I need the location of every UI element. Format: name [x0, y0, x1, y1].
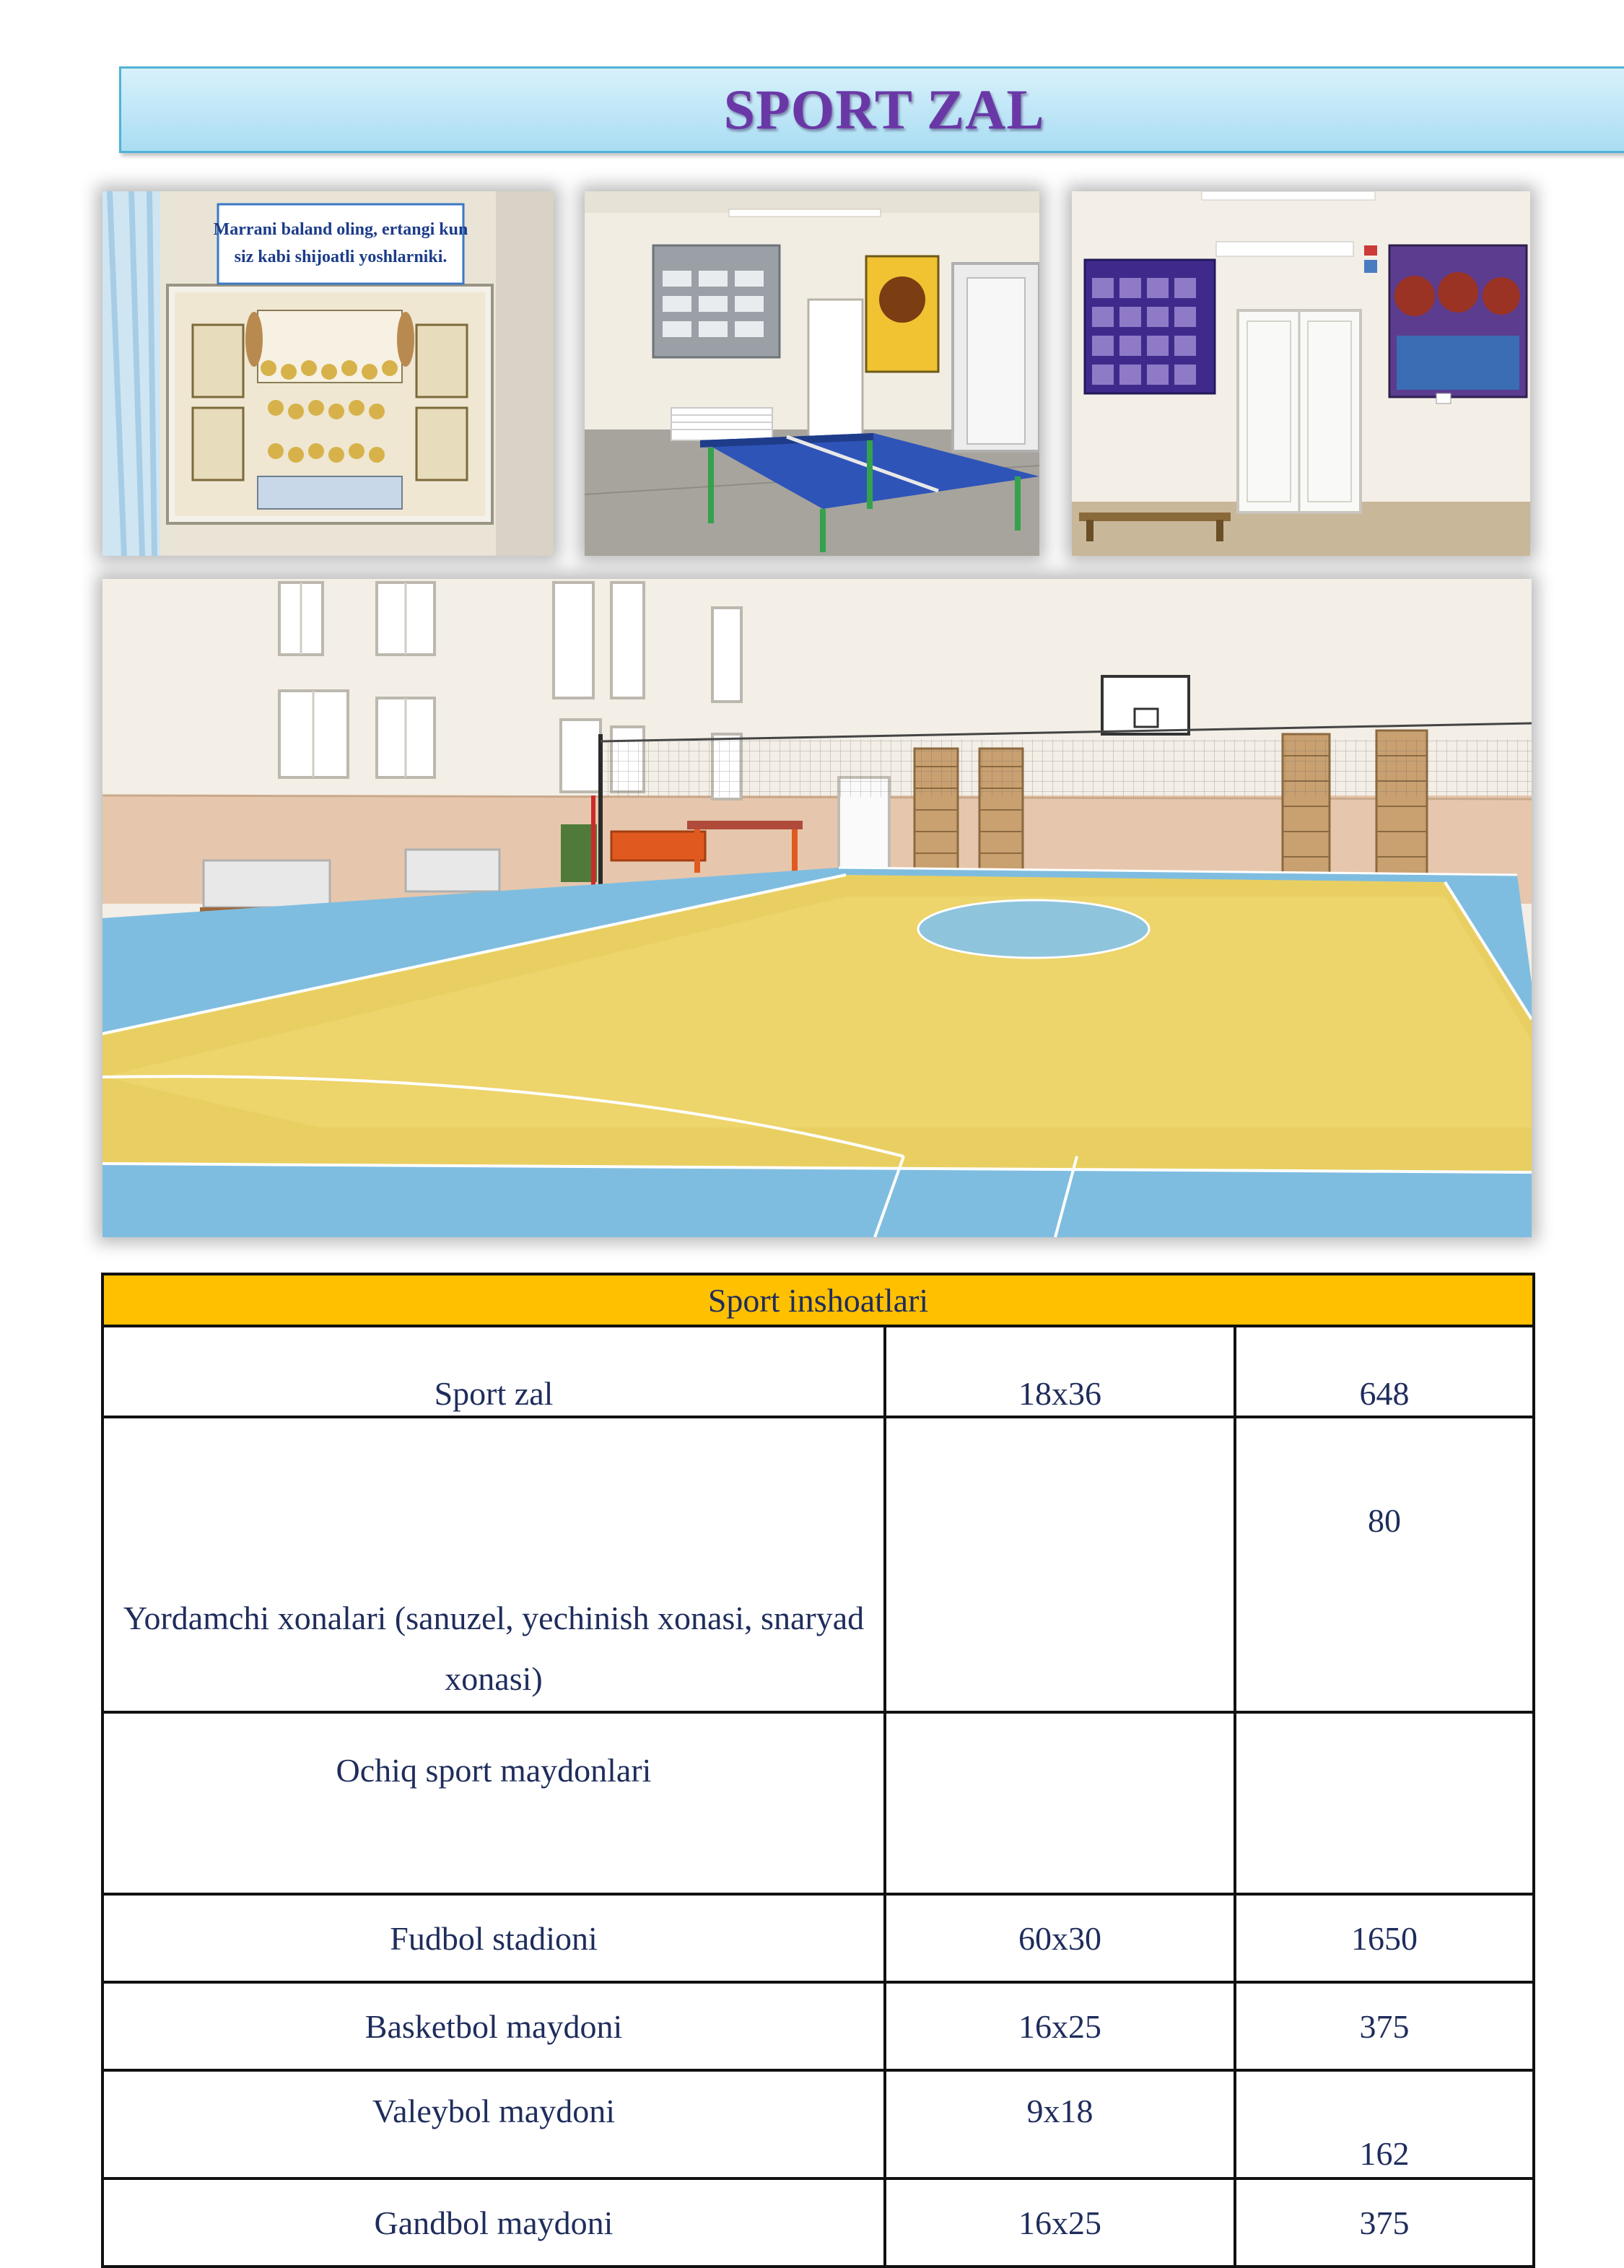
row-area: 648: [1235, 1326, 1534, 1417]
row-size: 18x36: [885, 1326, 1235, 1417]
medals-photo-image: [102, 191, 554, 556]
row-name: Basketbol maydoni: [102, 1982, 885, 2070]
tennis-photo-image: [585, 191, 1039, 556]
table-header-row: [102, 1274, 1534, 1326]
row-area: 375: [1235, 2178, 1534, 2267]
medals-banner-line1: Marrani baland oling, ertangi kun: [213, 220, 468, 239]
row-name: Sport zal: [102, 1326, 885, 1417]
row-area: 1650: [1235, 1894, 1534, 1982]
medals-banner-line2: siz kabi shijoatli yoshlarniki.: [234, 248, 448, 266]
page-title: SPORT ZAL: [723, 78, 1045, 141]
hall-photo-image: [102, 579, 1532, 1237]
table-header: Sport inshoatlari: [102, 1274, 1534, 1326]
table-row: [102, 2178, 1534, 2267]
table-row: [102, 1982, 1534, 2070]
row-size: 16x25: [885, 2178, 1235, 2267]
photo-posters-wall: [1072, 191, 1530, 556]
row-size: [885, 1417, 1235, 1712]
row-size: 16x25: [885, 1982, 1235, 2070]
row-area: 80: [1235, 1417, 1534, 1712]
table-row: [102, 1894, 1534, 1982]
row-area: [1235, 1712, 1534, 1894]
row-area: 375: [1235, 1982, 1534, 2070]
row-size: [885, 1712, 1235, 1894]
sport-facilities-table: [101, 1273, 1535, 2268]
row-size: 60x30: [885, 1894, 1235, 1982]
title-banner: [119, 66, 1624, 153]
photo-table-tennis-room: [585, 191, 1039, 556]
table-row: [102, 1326, 1534, 1417]
table-row: [102, 1417, 1534, 1712]
row-size: 9x18: [885, 2070, 1235, 2178]
row-name: Ochiq sport maydonlari: [102, 1712, 885, 1894]
row-name: Fudbol stadioni: [102, 1894, 885, 1982]
photo-medals-display: [102, 191, 554, 556]
photo-sports-hall: [102, 579, 1532, 1237]
row-name: Gandbol maydoni: [102, 2178, 885, 2267]
table-row: [102, 2070, 1534, 2178]
table-row: [102, 1712, 1534, 1894]
row-name: Yordamchi xonalari (sanuzel, yechinish xonasi, snaryad xonasi): [102, 1417, 885, 1712]
row-name: Valeybol maydoni: [102, 2070, 885, 2178]
row-area: 162: [1235, 2070, 1534, 2178]
posters-photo-image: [1072, 191, 1530, 556]
